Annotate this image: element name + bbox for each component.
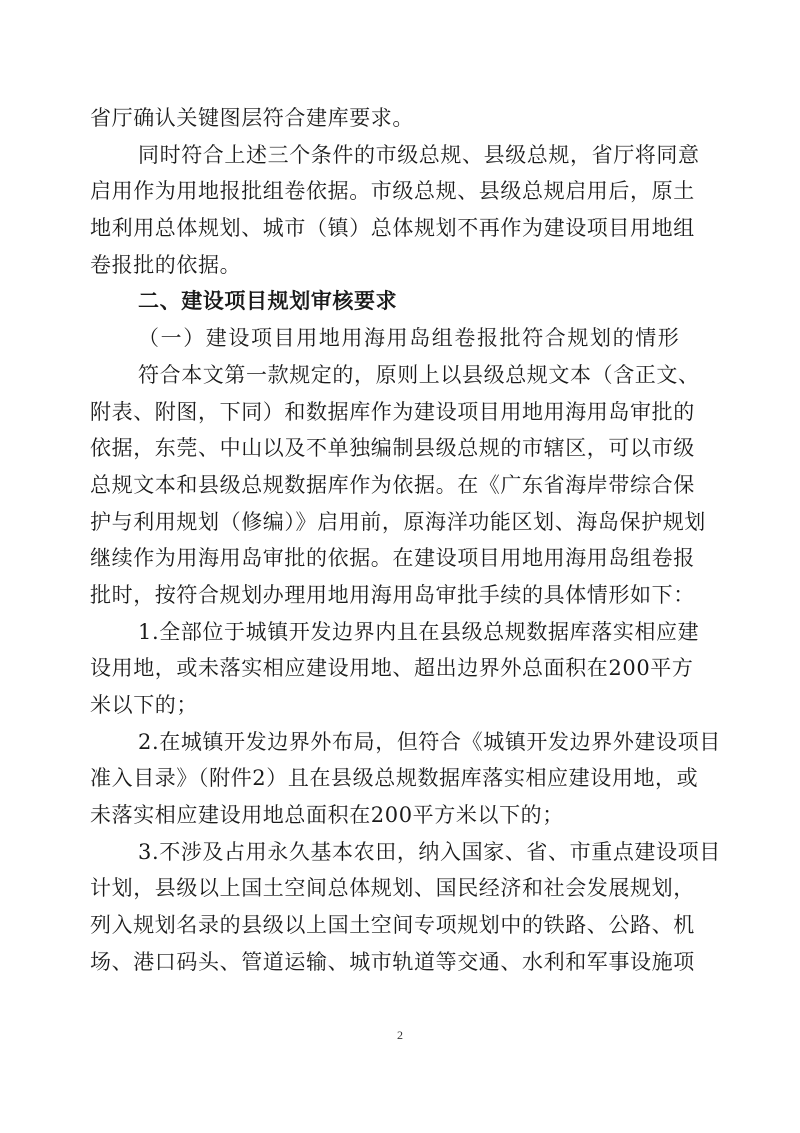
list-item-line: 场、港口码头、管道运输、城市轨道等交通、水利和军事设施项	[90, 949, 695, 974]
list-item-line: 1.全部位于城镇开发边界内且在县级总规数据库落实相应建	[138, 619, 700, 644]
list-item-line: 列入规划名录的县级以上国土空间专项规划中的铁路、公路、机	[90, 913, 695, 938]
paragraph-line: 继续作为用海用岛审批的依据。在建设项目用地用海用岛组卷报	[90, 546, 695, 571]
section-heading: 二、建设项目规划审核要求	[138, 289, 398, 314]
paragraph-line: 地利用总体规划、城市（镇）总体规划不再作为建设项目用地组	[90, 216, 695, 241]
list-item-line: 2.在城镇开发边界外布局，但符合《城镇开发边界外建设项目	[138, 729, 721, 754]
list-item-line: 未落实相应建设用地总面积在200平方米以下的；	[90, 803, 564, 828]
paragraph-line: 附表、附图，下同）和数据库作为建设项目用地用海用岛审批的	[90, 399, 695, 424]
paragraph-line: 启用作为用地报批组卷依据。市级总规、县级总规启用后，原土	[90, 179, 695, 204]
page-number: 2	[397, 1028, 403, 1042]
paragraph-line: 批时，按符合规划办理用地用海用岛审批手续的具体情形如下：	[90, 582, 695, 607]
paragraph-line: 省厅确认关键图层符合建库要求。	[90, 106, 414, 130]
paragraph-line: 护与利用规划（修编）》启用前，原海洋功能区划、海岛保护规划	[90, 509, 706, 534]
list-item-line: 准入目录》（附件2）且在县级总规数据库落实相应建设用地，或	[90, 766, 699, 791]
paragraph-line: 总规文本和县级总规数据库作为依据。在《广东省海岸带综合保	[90, 472, 695, 497]
paragraph-line: 同时符合上述三个条件的市级总规、县级总规，省厅将同意	[138, 142, 700, 167]
document-body	[90, 100, 721, 981]
list-item-line: 米以下的；	[90, 693, 198, 717]
paragraph-line: 符合本文第一款规定的，原则上以县级总规文本（含正文、	[138, 362, 700, 387]
list-item-line: 计划，县级以上国土空间总体规划、国民经济和社会发展规划，	[90, 876, 695, 901]
list-item-line: 设用地，或未落实相应建设用地、超出边界外总面积在200平方	[90, 656, 694, 681]
subsection-heading: （一）建设项目用地用海用岛组卷报批符合规划的情形	[138, 326, 681, 351]
list-item-line: 3.不涉及占用永久基本农田，纳入国家、省、市重点建设项目	[138, 839, 721, 864]
paragraph-line: 卷报批的依据。	[90, 252, 242, 277]
paragraph-line: 依据，东莞、中山以及不单独编制县级总规的市辖区，可以市级	[90, 436, 695, 461]
